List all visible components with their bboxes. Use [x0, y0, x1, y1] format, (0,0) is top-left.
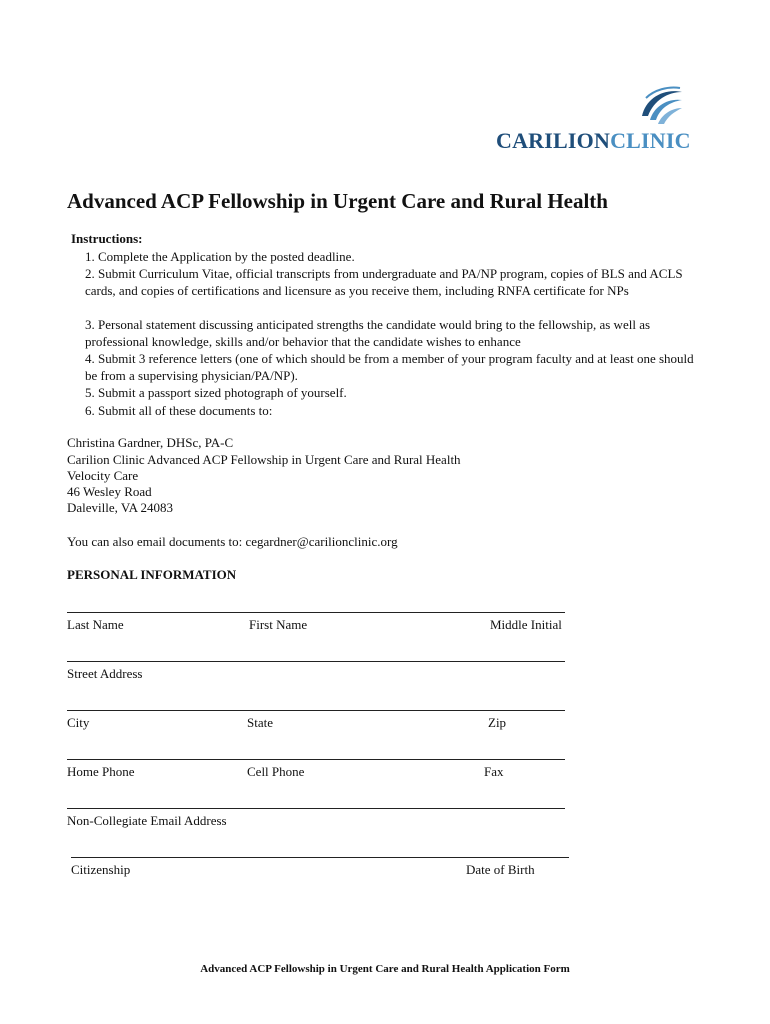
logo-swoosh-icon — [636, 86, 684, 130]
zip-label: Zip — [488, 715, 507, 730]
email-entry-line[interactable] — [67, 808, 565, 809]
personal-info-heading: PERSONAL INFORMATION — [67, 567, 237, 582]
logo-word-carilion: CARILION — [496, 128, 611, 153]
contact-city: Daleville, VA 24083 — [67, 500, 174, 515]
contact-program: Carilion Clinic Advanced ACP Fellowship in Urgent Care and Rural Health — [67, 452, 461, 467]
page-footer — [0, 963, 770, 975]
contact-street: 46 Wesley Road — [67, 484, 152, 499]
citizenship-label: Citizenship — [71, 862, 131, 877]
city-label: City — [67, 715, 90, 730]
instruction-item: 4. Submit 3 reference letters (one of which should be from a member of your program faculty and at least one should be from a supervising physician/PA/NP). — [85, 351, 694, 383]
phone-entry-line[interactable] — [67, 759, 565, 760]
date-of-birth-label: Date of Birth — [466, 862, 535, 877]
contact-name: Christina Gardner, DHSc, PA-C — [67, 435, 234, 450]
logo-word-clinic: CLINIC — [610, 128, 691, 153]
email-address-label: Non-Collegiate Email Address — [67, 813, 227, 828]
contact-org: Velocity Care — [67, 468, 139, 483]
instruction-item: 5. Submit a passport sized photograph of yourself. — [85, 385, 347, 400]
cell-phone-label: Cell Phone — [247, 764, 305, 779]
instructions-heading: Instructions: — [71, 231, 143, 246]
state-label: State — [247, 715, 273, 730]
instruction-item: 2. Submit Curriculum Vitae, official transcripts from undergraduate and PA/NP program, copies of BLS and ACLS cards, and copies of certifications and licensure as you receive them, including RNFA certificate for NPs — [85, 266, 683, 298]
page-title: Advanced ACP Fellowship in Urgent Care and Rural Health — [67, 189, 608, 213]
home-phone-label: Home Phone — [67, 764, 135, 779]
name-entry-line[interactable] — [67, 612, 565, 613]
carilion-clinic-logo — [496, 86, 691, 156]
fax-label: Fax — [484, 764, 504, 779]
logo-wordmark — [496, 130, 691, 152]
street-address-entry-line[interactable] — [67, 661, 565, 662]
city-state-zip-entry-line[interactable] — [67, 710, 565, 711]
instruction-item: 3. Personal statement discussing anticipated strengths the candidate would bring to the fellowship, as well as professional knowledge, skills and/or behavior that the candidate wishes to enhance — [85, 317, 651, 349]
instruction-item: 6. Submit all of these documents to: — [85, 403, 273, 418]
first-name-label: First Name — [249, 617, 308, 632]
email-note: You can also email documents to: cegardner@carilionclinic.org — [67, 534, 398, 549]
middle-initial-label: Middle Initial — [490, 617, 562, 632]
instruction-item: 1. Complete the Application by the posted deadline. — [85, 249, 355, 264]
footer-text: Advanced ACP Fellowship in Urgent Care and Rural Health Application Form — [200, 963, 570, 975]
citizenship-dob-entry-line[interactable] — [71, 857, 569, 858]
last-name-label: Last Name — [67, 617, 124, 632]
street-address-label: Street Address — [67, 666, 143, 681]
